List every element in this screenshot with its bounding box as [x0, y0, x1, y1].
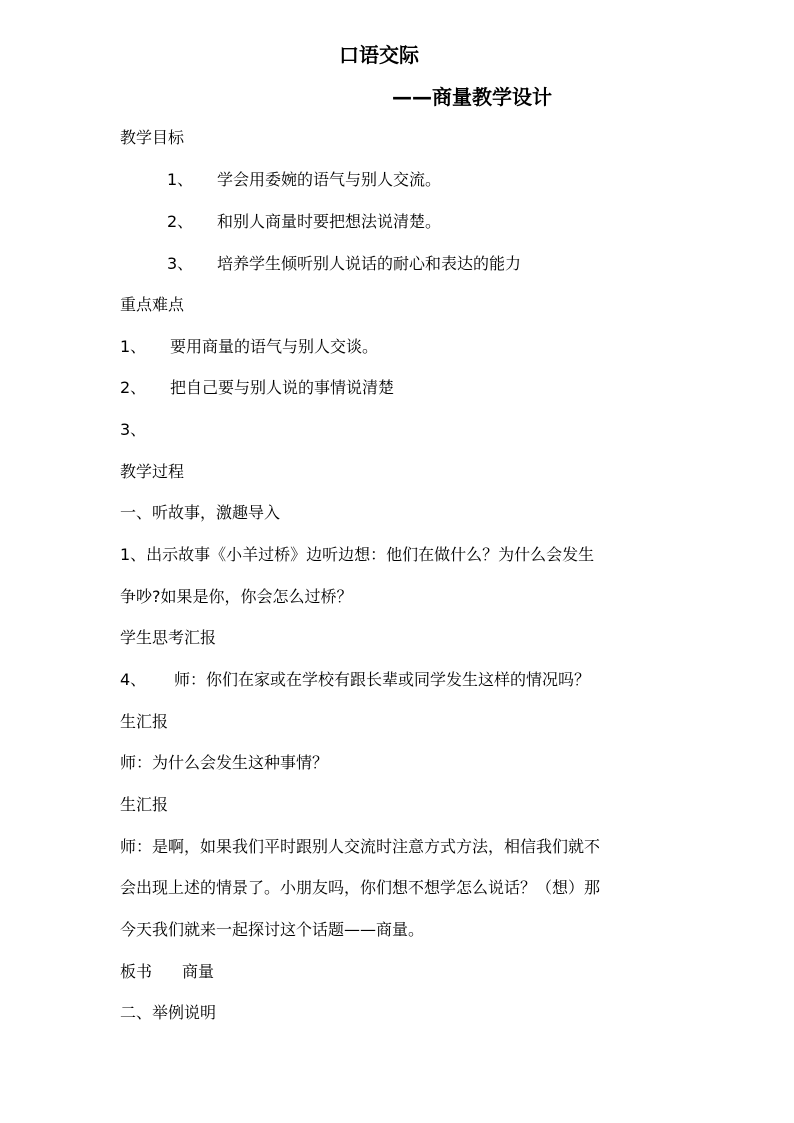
students-report: 生汇报	[120, 712, 169, 731]
question-item	[120, 670, 590, 690]
teacher-question: 师：为什么会发生这种事情？	[120, 753, 329, 772]
objective-text: 培养学生倾听别人说话的耐心和表达的能力	[217, 254, 522, 273]
objective-item	[167, 254, 521, 274]
teacher-paragraph-line: 今天我们就来一起探讨这个话题——商量。	[120, 920, 425, 939]
teacher-paragraph-line: 师：是啊，如果我们平时跟别人交流时注意方式方法，相信我们就不	[120, 837, 601, 856]
document-subtitle: ——商量教学设计	[392, 85, 552, 109]
board-writing	[120, 962, 214, 982]
objective-number: 3、	[167, 254, 194, 273]
board-label: 板书	[120, 962, 153, 981]
key-point-item	[120, 337, 378, 357]
students-report: 学生思考汇报	[120, 628, 217, 647]
teacher-paragraph-line: 会出现上述的情景了。小朋友吗，你们想不想学怎么说话？（想）那	[120, 878, 601, 897]
story-paragraph-line: 1、出示故事《小羊过桥》边听边想：他们在做什么？为什么会发生	[120, 545, 595, 564]
objectives-heading: 教学目标	[120, 128, 185, 147]
objective-number: 1、	[167, 170, 194, 189]
key-point-item	[120, 420, 170, 440]
question-text: 师：你们在家或在学校有跟长辈或同学发生这样的情况吗？	[174, 670, 591, 689]
students-report: 生汇报	[120, 795, 169, 814]
objective-text: 学会用委婉的语气与别人交流。	[217, 170, 442, 189]
key-point-number: 1、	[120, 337, 147, 356]
key-point-item	[120, 378, 394, 398]
key-point-text: 要用商量的语气与别人交谈。	[170, 337, 379, 356]
board-value: 商量	[182, 962, 215, 981]
process-heading: 教学过程	[120, 462, 185, 481]
key-points-heading: 重点难点	[120, 295, 185, 314]
objective-item	[167, 212, 441, 232]
objective-number: 2、	[167, 212, 194, 231]
key-point-text: 把自己要与别人说的事情说清楚	[170, 378, 395, 397]
objective-text: 和别人商量时要把想法说清楚。	[217, 212, 442, 231]
key-point-number: 2、	[120, 378, 147, 397]
story-paragraph-line: 争吵?如果是你，你会怎么过桥？	[120, 587, 353, 606]
document-title: 口语交际	[339, 43, 419, 67]
section-heading: 一、听故事，激趣导入	[120, 503, 281, 522]
question-number: 4、	[120, 670, 147, 689]
section-heading: 二、举例说明	[120, 1003, 217, 1022]
key-point-number: 3、	[120, 420, 147, 439]
objective-item	[167, 170, 441, 190]
